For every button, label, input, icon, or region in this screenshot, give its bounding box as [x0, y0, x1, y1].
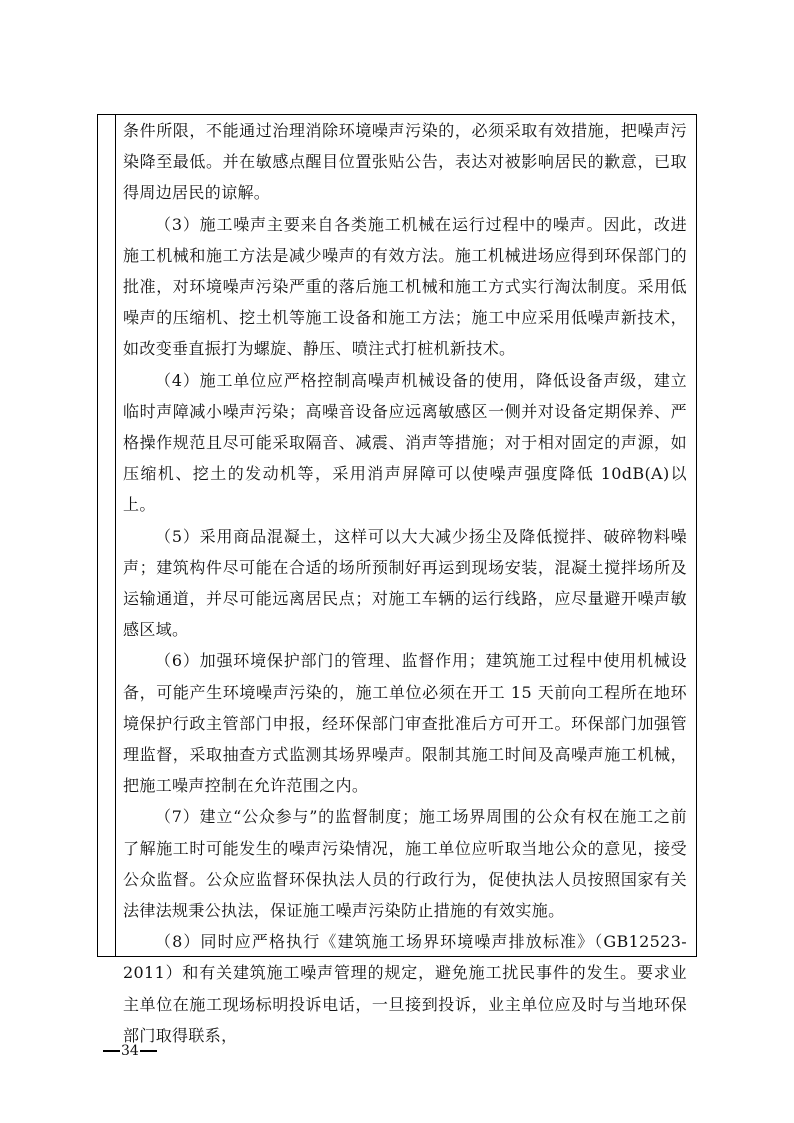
paragraph: （8）同时应严格执行《建筑施工场界环境噪声排放标准》（GB12523-2011）和有关建筑施工噪声管理的规定，避免施工扰民事件的发生。要求业主单位在施工现场标明投诉电话，一旦接到投诉，业主单位应及时与当地环保部门取得联系，: [123, 932, 687, 1045]
paragraph: （6）加强环境保护部门的管理、监督作用；建筑施工过程中使用机械设备，可能产生环境噪声污染的，施工单位必须在开工 15 天前向工程所在地环境保护行政主管部门申报，经环保部门审查批准后方可开工。环保部门加强管理监督，采取抽查方式监测其场界噪声。限制其施工时间及高噪声施工机械，把施工噪声控制在允许范围之内。: [123, 651, 687, 796]
paragraph: （4）施工单位应严格控制高噪声机械设备的使用，降低设备声级，建立临时声障减小噪声污染；高噪音设备应远离敏感区一侧并对设备定期保养、严格操作规范且尽可能采取隔音、减震、消声等措施；对于相对固定的声源，如压缩机、挖土的发动机等，采用消声屏障可以使噪声强度降低 10dB(A)以上。: [123, 370, 687, 515]
page-number: 34: [121, 1043, 139, 1059]
table-content-cell: [123, 115, 687, 1051]
table-column-divider: [115, 115, 116, 956]
page-footer: [103, 1043, 157, 1059]
paragraph: （3）施工噪声主要来自各类施工机械在运行过程中的噪声。因此，改进施工机械和施工方法是减少噪声的有效方法。施工机械进场应得到环保部门的批准，对环境噪声污染严重的落后施工机械和施工方式实行淘汰制度。采用低噪声的压缩机、挖土机等施工设备和施工方法；施工中应采用低噪声新技术，如改变垂直振打为螺旋、静压、喷注式打桩机新技术。: [123, 214, 687, 359]
paragraph: （7）建立“公众参与”的监督制度；施工场界周围的公众有权在施工之前了解施工时可能发生的噪声污染情况，施工单位应听取当地公众的意见，接受公众监督。公众应监督环保执法人员的行政行为，促使执法人员按照国家有关法律法规秉公执法，保证施工噪声污染防止措施的有效实施。: [123, 807, 687, 921]
footer-dash-left: [103, 1050, 120, 1052]
footer-dash-right: [140, 1050, 157, 1052]
content-table: [97, 114, 697, 1045]
paragraph: 条件所限，不能通过治理消除环境噪声污染的，必须采取有效措施，把噪声污染降至最低。并在敏感点醒目位置张贴公告，表达对被影响居民的歉意，已取得周边居民的谅解。: [123, 121, 687, 203]
paragraph: （5）采用商品混凝土，这样可以大大减少扬尘及降低搅拌、破碎物料噪声；建筑构件尽可能在合适的场所预制好再运到现场安装，混凝土搅拌场所及运输通道，并尽可能远离居民点；对施工车辆的运行线路，应尽量避开噪声敏感区域。: [123, 526, 687, 640]
